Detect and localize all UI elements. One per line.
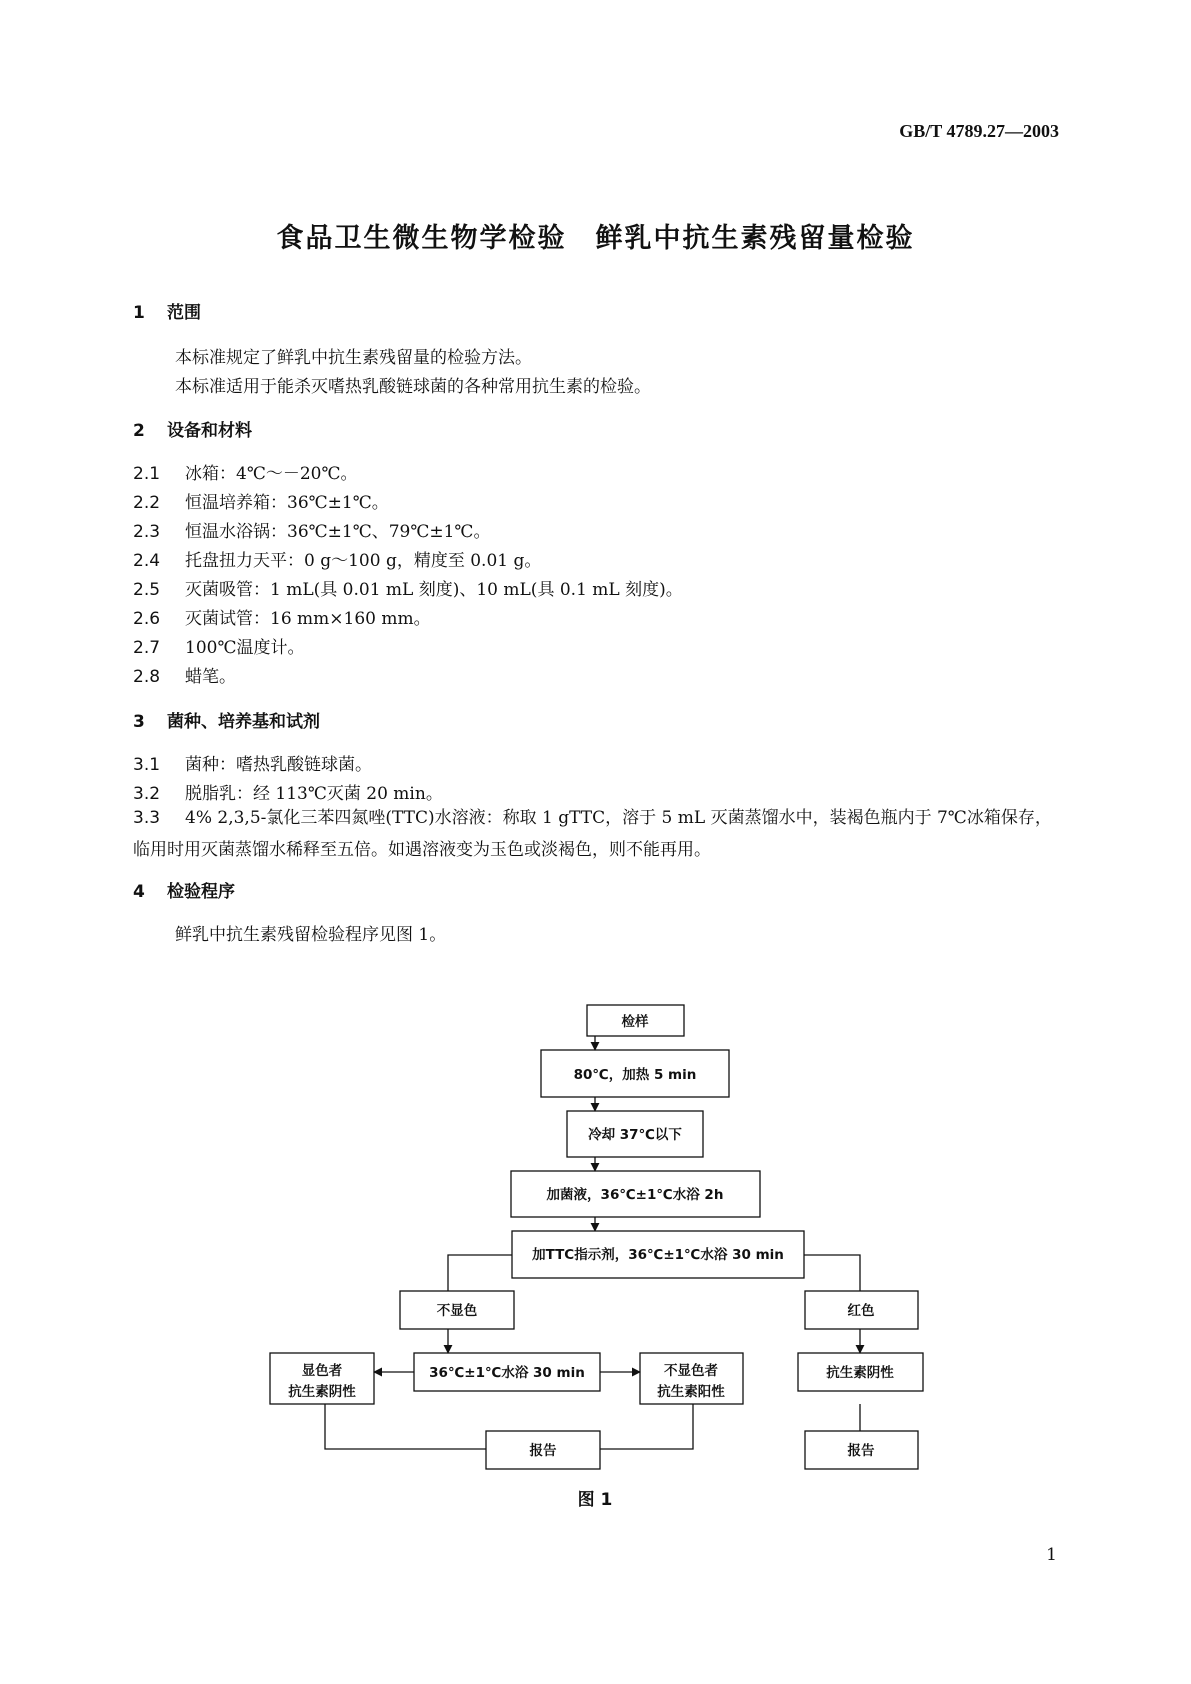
flow-label: 报告 (529, 1443, 557, 1459)
page-number: 1 (1046, 1545, 1057, 1565)
item-text: 蜡笔。 (185, 667, 236, 687)
item-text: 恒温水浴锅：36℃±1℃、79℃±1℃。 (185, 522, 491, 542)
flow-label: 冷却 37℃以下 (588, 1127, 682, 1143)
connector (448, 1255, 512, 1291)
section-title: 范围 (167, 303, 201, 323)
section-number: 1 (133, 303, 145, 323)
item-text: 托盘扭力天平：0 g～100 g，精度至 0.01 g。 (185, 551, 542, 571)
connector (325, 1404, 486, 1449)
section-title: 检验程序 (167, 882, 235, 902)
item-number: 3.3 (133, 808, 161, 828)
item-text: 冰箱：4℃～－20℃。 (185, 464, 358, 484)
item-number: 3.2 (133, 784, 161, 804)
item-number: 2.4 (133, 551, 161, 571)
item-number: 2.3 (133, 522, 161, 542)
flow-label: 抗生素阴性 (288, 1384, 356, 1400)
document-title: 食品卫生微生物学检验 鲜乳中抗生素残留量检验 (276, 223, 915, 254)
flow-label: 显色者 (301, 1363, 343, 1379)
item-number: 2.1 (133, 464, 161, 484)
flow-label: 加菌液，36℃±1℃水浴 2h (546, 1187, 724, 1203)
section-number: 2 (133, 421, 145, 441)
item-number: 2.8 (133, 667, 161, 687)
paragraph: 本标准适用于能杀灭嗜热乳酸链球菌的各种常用抗生素的检验。 (175, 377, 651, 397)
flow-label: 80℃，加热 5 min (573, 1067, 697, 1083)
flow-label: 不显色者 (664, 1363, 718, 1379)
item-text: 菌种：嗜热乳酸链球菌。 (185, 755, 372, 775)
flow-label: 不显色 (436, 1303, 478, 1319)
item-number: 2.2 (133, 493, 161, 513)
item-number: 3.1 (133, 755, 161, 775)
item-text: 恒温培养箱：36℃±1℃。 (185, 493, 389, 513)
figure-caption: 图 1 (577, 1490, 613, 1510)
standard-number: GB/T 4789.27—2003 (899, 121, 1059, 141)
flow-label: 抗生素阳性 (657, 1384, 725, 1400)
flow-label: 抗生素阴性 (826, 1365, 894, 1381)
connector (600, 1404, 693, 1449)
flow-label: 红色 (847, 1303, 875, 1319)
flow-label: 报告 (847, 1443, 875, 1459)
item-text: 灭菌吸管：1 mL(具 0.01 mL 刻度)、10 mL(具 0.1 mL 刻度)。 (185, 580, 683, 600)
section-number: 4 (133, 882, 145, 902)
paragraph: 鲜乳中抗生素残留检验程序见图 1。 (175, 925, 447, 945)
item-text: 4% 2,3,5-氯化三苯四氮唑(TTC)水溶液：称取 1 gTTC，溶于 5 mL 灭菌蒸馏水中，装褐色瓶内于 7℃冰箱保存，临用时用灭菌蒸馏水稀释至五倍。如遇溶液变为玉色或淡褐色，则不能再用。 (133, 808, 1052, 860)
item-text: 灭菌试管：16 mm×160 mm。 (185, 609, 431, 629)
item-number: 2.7 (133, 638, 161, 658)
flow-label: 加TTC指示剂，36℃±1℃水浴 30 min (532, 1247, 784, 1263)
paragraph: 本标准规定了鲜乳中抗生素残留量的检验方法。 (175, 348, 532, 368)
section-title: 菌种、培养基和试剂 (167, 712, 320, 732)
item-number: 2.5 (133, 580, 161, 600)
flow-label: 检样 (621, 1014, 649, 1030)
item-number: 2.6 (133, 609, 161, 629)
section-title: 设备和材料 (167, 421, 252, 441)
section-number: 3 (133, 712, 145, 732)
item-text: 100℃温度计。 (185, 638, 305, 658)
flow-label: 36℃±1℃水浴 30 min (429, 1365, 585, 1381)
item-text: 脱脂乳：经 113℃灭菌 20 min。 (185, 784, 443, 804)
